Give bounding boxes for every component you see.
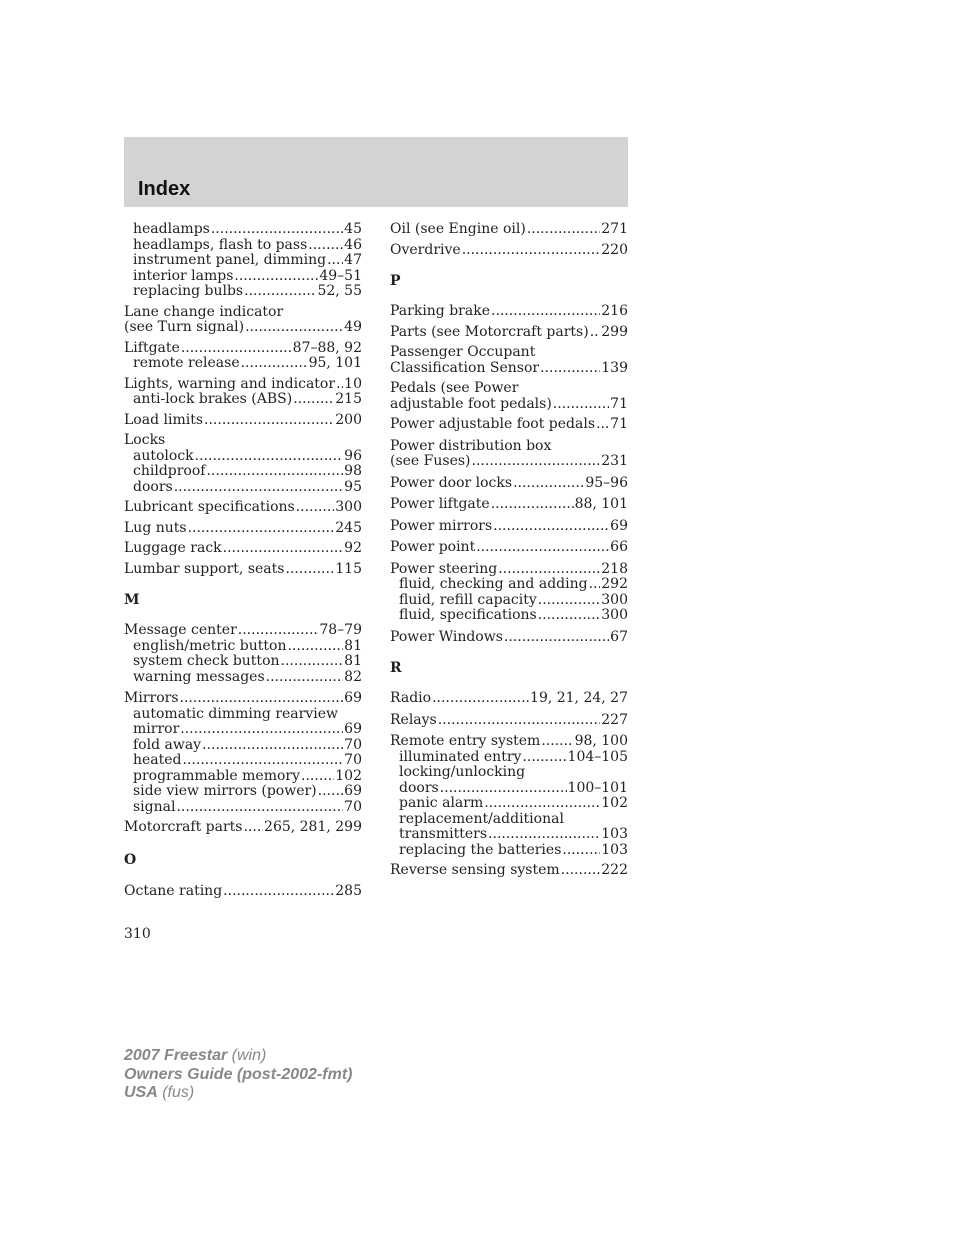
index-page-ref: 88, 101 [574, 496, 628, 512]
index-subentry-line [124, 284, 362, 300]
index-entry-line [390, 243, 628, 259]
index-page-ref: 49–51 [319, 267, 362, 284]
index-entry [390, 304, 628, 320]
dot-leader [590, 325, 601, 341]
dot-leader [245, 320, 343, 336]
index-term: illuminated entry [399, 748, 522, 765]
dot-leader [561, 863, 601, 879]
dot-leader [498, 562, 600, 578]
index-term: programmable memory [133, 767, 301, 784]
index-subentry-line [390, 608, 628, 624]
index-page-ref: 69 [344, 721, 362, 737]
index-term: Reverse sensing system [390, 862, 560, 878]
index-entry-line [390, 325, 628, 341]
index-term: Lane change indicator [124, 303, 284, 320]
index-term: Radio [390, 690, 432, 706]
index-entry-line [390, 417, 628, 433]
index-entry [390, 476, 628, 492]
index-subentry-line [124, 449, 362, 465]
dot-leader [176, 800, 343, 816]
index-subentry-line [390, 593, 628, 609]
index-page-ref: 98 [344, 463, 362, 479]
index-subentry-line [390, 781, 628, 797]
index-letter-heading: R [390, 660, 402, 676]
index-term: doors [133, 478, 173, 495]
index-term: Power adjustable foot pedals [390, 416, 596, 432]
dot-leader [180, 722, 343, 738]
index-entry-line [390, 476, 628, 492]
index-subentry-line [124, 738, 362, 754]
dot-leader [266, 670, 344, 686]
index-entry-line [390, 345, 628, 361]
index-page-ref: 300 [601, 591, 628, 608]
index-page-ref: 81 [344, 653, 362, 669]
dot-leader [589, 577, 601, 593]
index-term: replacement/additional [399, 810, 564, 827]
index-page-ref: 52, 55 [317, 283, 362, 299]
index-entry-line [390, 540, 628, 556]
index-term: Load limits [124, 411, 204, 428]
index-term: Power Windows [390, 628, 503, 645]
index-entry-line [390, 713, 628, 729]
index-page-ref: 300 [335, 499, 362, 515]
index-page-ref: 220 [601, 241, 628, 258]
index-page-ref: 96 [344, 447, 362, 464]
index-subentry-line [124, 464, 362, 480]
index-page-ref: 100–101 [567, 779, 628, 796]
dot-leader [234, 269, 318, 285]
index-entry [390, 734, 628, 858]
index-term: system check button [133, 653, 280, 669]
index-subentry-line [124, 707, 362, 723]
index-page-ref: 19, 21, 24, 27 [530, 690, 628, 706]
index-page-ref: 299 [601, 323, 628, 340]
footer-line-3: USA (fus) [124, 1084, 195, 1101]
dot-leader [183, 753, 344, 769]
index-entry [390, 439, 628, 470]
index-entry-line [124, 691, 362, 707]
index-page-ref: 46 [344, 236, 362, 253]
index-subentry-line [124, 654, 362, 670]
index-entry [124, 820, 362, 836]
index-subentry-line [124, 800, 362, 816]
index-entry [390, 562, 628, 624]
index-entry-line [390, 734, 628, 750]
dot-leader [553, 397, 609, 413]
index-entry-line [124, 377, 362, 393]
index-subentry-line [124, 392, 362, 408]
index-entry [124, 521, 362, 537]
dot-leader [513, 476, 584, 492]
index-subentry-line [390, 812, 628, 828]
index-page-ref: 70 [344, 798, 362, 815]
index-entry-line [124, 433, 362, 449]
index-entry-line [124, 500, 362, 516]
index-subentry-line [124, 253, 362, 269]
dot-leader [491, 304, 600, 320]
dot-leader [243, 820, 263, 836]
index-term: headlamps [133, 221, 210, 237]
index-page-ref: 71 [610, 416, 628, 432]
index-page-ref: 95 [344, 478, 362, 495]
index-term: fluid, specifications [399, 607, 537, 623]
index-subentry-line [390, 843, 628, 859]
index-subentry-line [390, 765, 628, 781]
index-subentry-line [124, 769, 362, 785]
index-term: Mirrors [124, 690, 179, 706]
index-entry [390, 713, 628, 729]
index-entry [390, 540, 628, 556]
index-entry [390, 325, 628, 341]
index-term: heated [133, 752, 182, 768]
dot-leader [244, 284, 316, 300]
index-entry [390, 381, 628, 412]
index-entry-line [390, 691, 628, 707]
index-subentry-line [390, 827, 628, 843]
index-letter-heading: M [124, 592, 140, 608]
dot-leader [438, 713, 601, 729]
dot-leader [188, 521, 335, 537]
index-term: Remote entry system [390, 733, 541, 749]
index-subentry-line [390, 796, 628, 812]
index-page-ref: 231 [601, 453, 628, 469]
index-term: Message center [124, 622, 237, 638]
index-entry [124, 341, 362, 372]
dot-leader [540, 361, 600, 377]
index-subentry-line [124, 356, 362, 372]
dot-leader [204, 413, 334, 429]
index-term: warning messages [133, 668, 265, 685]
header-band [124, 137, 628, 207]
dot-leader [301, 769, 334, 785]
index-term: fold away [133, 736, 202, 753]
index-term: doors [399, 779, 439, 796]
index-term: Lubricant specifications [124, 499, 295, 515]
index-entry-line [124, 541, 362, 557]
index-term: Overdrive [390, 241, 461, 258]
index-entry [124, 305, 362, 336]
index-page-ref: 103 [601, 841, 628, 858]
index-subentry-line [390, 750, 628, 766]
index-term: Power liftgate [390, 496, 490, 512]
index-term: Parking brake [390, 303, 490, 319]
index-entry-line [124, 521, 362, 537]
index-page-ref: 66 [610, 539, 628, 555]
dot-leader [293, 392, 334, 408]
index-term: Motorcraft parts [124, 819, 243, 835]
dot-leader [440, 781, 567, 797]
index-term: autolock [133, 447, 194, 464]
index-term: automatic dimming rearview [133, 705, 339, 722]
index-entry-line [390, 381, 628, 397]
index-term: Relays [390, 711, 437, 728]
index-entry-line [390, 304, 628, 320]
index-entry [390, 519, 628, 535]
dot-leader [296, 500, 335, 516]
index-term: Power door locks [390, 474, 513, 491]
index-entry [390, 691, 628, 707]
index-page-ref: 227 [601, 711, 628, 728]
index-page-ref: 69 [344, 783, 362, 799]
index-term: english/metric button [133, 637, 287, 654]
index-term: panic alarm [399, 795, 484, 811]
index-page-ref: 70 [344, 736, 362, 753]
index-entry-line [390, 454, 628, 470]
index-page-ref: 200 [335, 411, 362, 428]
index-entry [124, 541, 362, 557]
index-entry-line [390, 497, 628, 513]
index-entry-line [390, 863, 628, 879]
index-term: interior lamps [133, 267, 234, 284]
index-entry-line [390, 562, 628, 578]
index-page-ref: 285 [335, 882, 362, 899]
dot-leader [538, 593, 601, 609]
dot-leader [223, 541, 344, 557]
index-entry-line [124, 320, 362, 336]
index-term: Power mirrors [390, 517, 493, 534]
index-term: Locks [124, 432, 166, 448]
dot-leader [562, 843, 600, 859]
index-page-ref: 102 [335, 767, 362, 784]
index-subentry-line [124, 222, 362, 238]
index-page-ref: 47 [344, 252, 362, 268]
index-page-ref: 98, 100 [574, 733, 628, 749]
index-page-ref: 95–96 [585, 474, 628, 491]
index-subentry-line [124, 753, 362, 769]
dot-leader [181, 341, 292, 357]
dot-leader [472, 454, 601, 470]
index-term: adjustable foot pedals) [390, 395, 552, 412]
index-term: Passenger Occupant [390, 344, 536, 360]
index-term: Parts (see Motorcraft parts) [390, 323, 589, 340]
index-page-ref: 271 [601, 221, 628, 237]
index-term: Liftgate [124, 339, 180, 356]
index-subentry-line [124, 670, 362, 686]
dot-leader [462, 243, 601, 259]
dot-leader [174, 480, 343, 496]
index-term: Pedals (see Power [390, 380, 519, 396]
footer-line-1: 2007 Freestar (win) [124, 1047, 267, 1064]
index-entry-line [390, 630, 628, 646]
index-entry-line [390, 361, 628, 377]
dot-leader [336, 377, 343, 393]
index-term: Lumbar support, seats [124, 560, 285, 577]
index-page-ref: 78–79 [319, 622, 362, 638]
index-term: remote release [133, 355, 240, 371]
index-column-right [390, 222, 628, 879]
dot-leader [527, 222, 600, 238]
dot-leader [493, 519, 609, 535]
index-page-ref: 139 [601, 359, 628, 376]
index-entry-line [124, 562, 362, 578]
index-entry [390, 863, 628, 879]
index-entry-line [390, 519, 628, 535]
index-term: Power distribution box [390, 437, 552, 454]
index-term: replacing bulbs [133, 283, 244, 299]
index-term: Octane rating [124, 882, 223, 899]
index-term: locking/unlocking [399, 764, 526, 780]
footer [124, 1047, 352, 1103]
index-page-ref: 115 [335, 560, 362, 577]
index-entry [124, 222, 362, 300]
page-title: Index [138, 178, 191, 200]
index-entry [390, 417, 628, 433]
index-entry-line [124, 341, 362, 357]
index-page-ref: 300 [601, 607, 628, 623]
index-entry-line [124, 820, 362, 836]
index-term: Power steering [390, 560, 498, 577]
index-page-ref: 10 [344, 375, 362, 392]
dot-leader [180, 691, 344, 707]
index-page-ref: 71 [610, 395, 628, 412]
dot-leader [538, 608, 601, 624]
index-term: mirror [133, 721, 180, 737]
index-page-ref: 81 [344, 637, 362, 654]
index-entry [124, 691, 362, 815]
index-subentry-line [124, 639, 362, 655]
index-entry [124, 500, 362, 516]
index-letter-heading: O [124, 851, 137, 868]
index-subentry-line [124, 784, 362, 800]
index-entry-line [124, 413, 362, 429]
index-entry [124, 562, 362, 578]
dot-leader [281, 654, 344, 670]
index-page-ref: 67 [610, 628, 628, 645]
dot-leader [238, 623, 319, 639]
index-page-ref: 215 [335, 391, 362, 407]
index-page-ref: 265, 281, 299 [264, 819, 362, 835]
index-entry-line [124, 884, 362, 900]
index-page-ref: 87–88, 92 [292, 339, 362, 356]
index-page-ref: 218 [601, 560, 628, 577]
index-entry [124, 884, 362, 900]
page-number: 310 [124, 926, 151, 942]
index-entry [124, 413, 362, 429]
index-subentry-line [124, 480, 362, 496]
index-page-ref: 292 [601, 576, 628, 592]
index-entry [390, 345, 628, 376]
index-entry [390, 243, 628, 259]
index-page-ref: 92 [344, 540, 362, 556]
index-term: childproof [133, 463, 206, 479]
index-term: Lights, warning and indicator [124, 375, 336, 392]
index-page-ref: 69 [610, 517, 628, 534]
dot-leader [596, 417, 609, 433]
index-term: Power point [390, 539, 476, 555]
index-term: side view mirrors (power) [133, 783, 317, 799]
index-term: fluid, checking and adding [399, 576, 588, 592]
index-entry [124, 433, 362, 495]
index-term: instrument panel, dimming [133, 252, 327, 268]
index-term: Luggage rack [124, 540, 222, 556]
index-subentry-line [124, 269, 362, 285]
index-term: fluid, refill capacity [399, 591, 537, 608]
index-term: headlamps, flash to pass [133, 236, 308, 253]
dot-leader [491, 497, 574, 513]
index-page-ref: 245 [335, 519, 362, 536]
dot-leader [488, 827, 600, 843]
index-page-ref: 103 [601, 826, 628, 842]
index-entry [124, 377, 362, 408]
dot-leader [308, 238, 343, 254]
dot-leader [195, 449, 344, 465]
index-subentry-line [124, 722, 362, 738]
index-entry [390, 497, 628, 513]
dot-leader [211, 222, 343, 238]
index-page-ref: 104–105 [567, 748, 628, 765]
index-entry [124, 623, 362, 685]
index-page-ref: 69 [344, 690, 362, 706]
index-page-ref: 49 [344, 319, 362, 335]
index-entry-line [390, 439, 628, 455]
index-term: signal [133, 798, 176, 815]
index-entry [390, 630, 628, 646]
dot-leader [484, 796, 600, 812]
index-page-ref: 222 [601, 862, 628, 878]
index-letter-heading: P [390, 273, 401, 289]
dot-leader [432, 691, 529, 707]
index-entry-line [390, 222, 628, 238]
footer-line-2: Owners Guide (post-2002-fmt) [124, 1065, 353, 1083]
index-term: (see Fuses) [390, 453, 471, 469]
dot-leader [206, 464, 343, 480]
index-term: Lug nuts [124, 519, 187, 536]
index-entry-line [124, 623, 362, 639]
index-page-ref: 82 [344, 668, 362, 685]
dot-leader [522, 750, 566, 766]
index-page-ref: 216 [601, 303, 628, 319]
index-page-ref: 95, 101 [308, 355, 362, 371]
dot-leader [327, 253, 343, 269]
dot-leader [541, 734, 573, 750]
index-subentry-line [124, 238, 362, 254]
index-subentry-line [390, 577, 628, 593]
index-term: Classification Sensor [390, 359, 540, 376]
index-page-ref: 45 [344, 221, 362, 237]
index-page-ref: 102 [601, 795, 628, 811]
dot-leader [285, 562, 334, 578]
dot-leader [287, 639, 343, 655]
index-term: Oil (see Engine oil) [390, 221, 526, 237]
dot-leader [223, 884, 334, 900]
index-term: replacing the batteries [399, 841, 562, 858]
index-entry [390, 222, 628, 238]
dot-leader [318, 784, 344, 800]
index-entry-line [390, 397, 628, 413]
dot-leader [202, 738, 343, 754]
dot-leader [504, 630, 609, 646]
index-page-ref: 70 [344, 752, 362, 768]
index-term: anti-lock brakes (ABS) [133, 391, 293, 407]
dot-leader [476, 540, 609, 556]
index-column-left [124, 222, 362, 899]
index-term: transmitters [399, 826, 488, 842]
dot-leader [241, 356, 308, 372]
index-entry-line [124, 305, 362, 321]
index-term: (see Turn signal) [124, 319, 245, 335]
